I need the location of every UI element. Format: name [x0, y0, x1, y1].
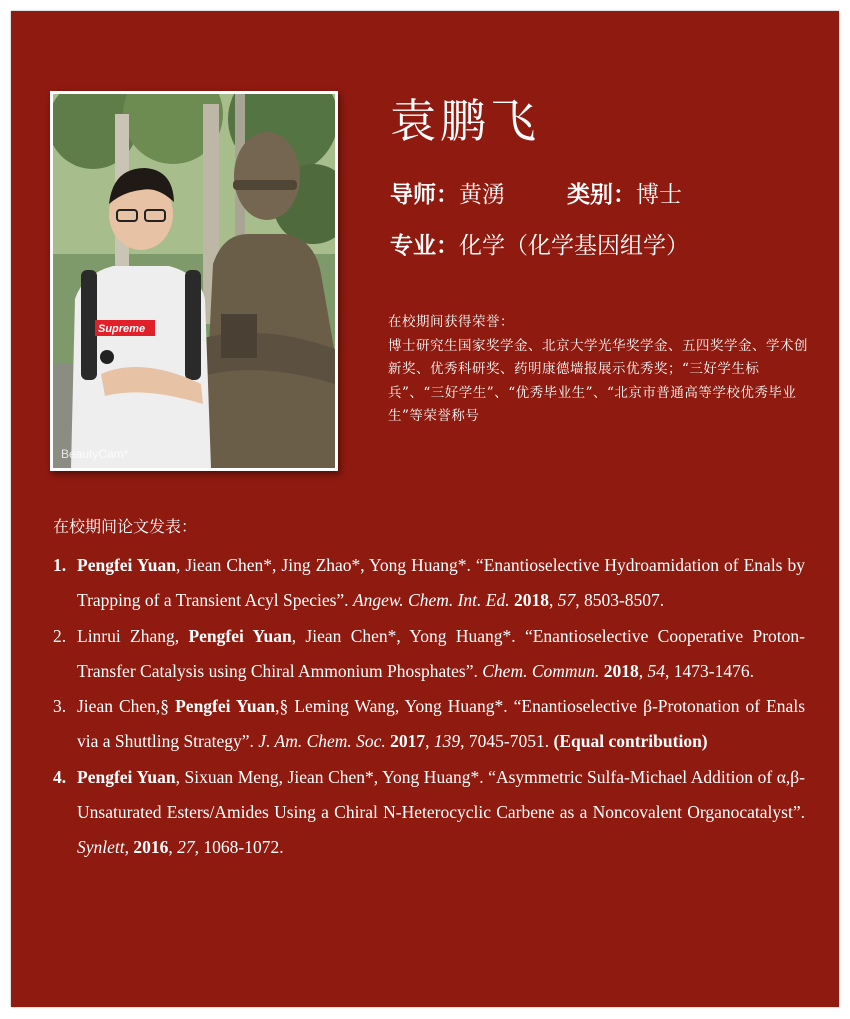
major-label: 专业：	[390, 232, 459, 259]
publication-journal: Synlett	[77, 837, 125, 858]
highlighted-author: Pengfei Yuan	[77, 766, 176, 787]
publication-item-1: 1. Pengfei Yuan, Jiean Chen*, Jing Zhao*, Yong Huang*. “Enantioselective Hydroamidation of Enals by Trapping of a Transient Acyl Species”. Angew. Chem. Int. Ed. 2018, 57, 8503-8507.	[53, 548, 805, 619]
publication-journal: J. Am. Chem. Soc.	[258, 731, 386, 752]
publication-authors: ,§ Leming Wang, Yong Huang*.	[275, 696, 508, 717]
publication-pages: 1473-1476.	[673, 660, 754, 681]
category-label: 类别：	[567, 181, 636, 208]
publication-note: (Equal contribution)	[553, 731, 708, 752]
publication-volume: 57	[557, 590, 576, 611]
profile-card	[11, 11, 839, 1007]
highlighted-author: Pengfei Yuan	[77, 555, 176, 575]
publications-title: 在校期间论文发表：	[53, 517, 198, 536]
major-value: 化学（化学基因组学）	[459, 233, 689, 259]
publication-title: “Asymmetric Sulfa-Michael Addition of α,β-Unsaturated Esters/Amides Using a Chiral N-Heterocyclic Carbene as a Noncovalent Organocatalyst”.	[77, 766, 806, 823]
publication-authors: , Jiean Chen*, Jing Zhao*, Yong Huang*.	[176, 555, 471, 575]
publication-authors: Linrui Zhang,	[77, 625, 189, 646]
highlighted-author: Pengfei Yuan	[175, 696, 276, 717]
profile-photo	[50, 91, 338, 471]
publication-year: 2017	[390, 731, 426, 752]
major-line	[390, 231, 689, 261]
publication-year: 2016	[133, 837, 169, 858]
photo-watermark: BeautyCam*	[61, 447, 129, 461]
publication-item-3: 3. Jiean Chen,§ Pengfei Yuan,§ Leming Wang, Yong Huang*. “Enantioselective β-Protonation of Enals via a Shuttling Strategy”. J. Am. Chem. Soc. 2017, 139, 7045-7051. (Equal contribution)	[53, 689, 805, 760]
honors-text: 博士研究生国家奖学金、北京大学光华奖学金、五四奖学金、学术创新奖、优秀科研奖、药明康德墙报展示优秀奖；“三好学生标兵”、“三好学生”、“优秀毕业生”、“北京市普通高等学校优秀毕业生”等荣誉称号	[388, 337, 808, 424]
publication-volume: 54	[647, 660, 666, 681]
shirt-text: Supreme	[98, 323, 146, 335]
publication-number: 3.	[53, 696, 67, 717]
publication-title: “Enantioselective Hydroamidation of Enals by Trapping of a Transient Acyl Species”.	[77, 555, 805, 611]
highlighted-author: Pengfei Yuan	[188, 625, 292, 646]
publication-pages: 8503-8507.	[583, 590, 665, 611]
publication-authors: Jiean Chen,§	[77, 696, 176, 717]
publication-list	[53, 548, 805, 866]
publication-title: “Enantioselective Cooperative Proton-Transfer Catalysis using Chiral Ammonium Phosphates”.	[77, 625, 805, 681]
publication-authors: , Sixuan Meng, Jiean Chen*, Yong Huang*.	[175, 766, 484, 787]
publication-journal: Angew. Chem. Int. Ed.	[352, 590, 510, 611]
publication-year: 2018	[513, 590, 549, 611]
publication-item-4: 4. Pengfei Yuan, Sixuan Meng, Jiean Chen*, Yong Huang*. “Asymmetric Sulfa-Michael Addition of α,β-Unsaturated Esters/Amides Using a Chiral N-Heterocyclic Carbene as a Noncovalent Organocatalyst”. Synlett, 2016, 27, 1068-1072.	[53, 760, 805, 866]
honors-title: 在校期间获得荣誉：	[388, 314, 514, 330]
publication-item-2: 2. Linrui Zhang, Pengfei Yuan, Jiean Chen*, Yong Huang*. “Enantioselective Cooperative Proton-Transfer Catalysis using Chiral Ammonium Phosphates”. Chem. Commun. 2018, 54, 1473-1476.	[53, 619, 805, 690]
publication-number: 4.	[53, 766, 67, 787]
student-name: 袁鹏飞	[390, 94, 540, 148]
publication-number: 1.	[53, 555, 67, 575]
publication-journal: Chem. Commun.	[482, 660, 600, 681]
publication-number: 2.	[53, 625, 67, 646]
publication-volume: 27	[177, 837, 195, 858]
publication-title: “Enantioselective β-Protonation of Enals via a Shuttling Strategy”.	[77, 696, 805, 752]
category-value: 博士	[636, 182, 682, 208]
publication-authors: , Jiean Chen*, Yong Huang*.	[291, 625, 516, 646]
publication-year: 2018	[603, 660, 639, 681]
advisor-value: 黄湧	[459, 182, 505, 208]
advisor-category-line	[390, 180, 682, 210]
advisor-label: 导师：	[390, 181, 459, 208]
publication-pages: 1068-1072.	[203, 837, 284, 858]
publication-volume: 139	[433, 731, 461, 752]
honors-section	[388, 311, 812, 429]
publication-pages: 7045-7051.	[468, 731, 550, 752]
